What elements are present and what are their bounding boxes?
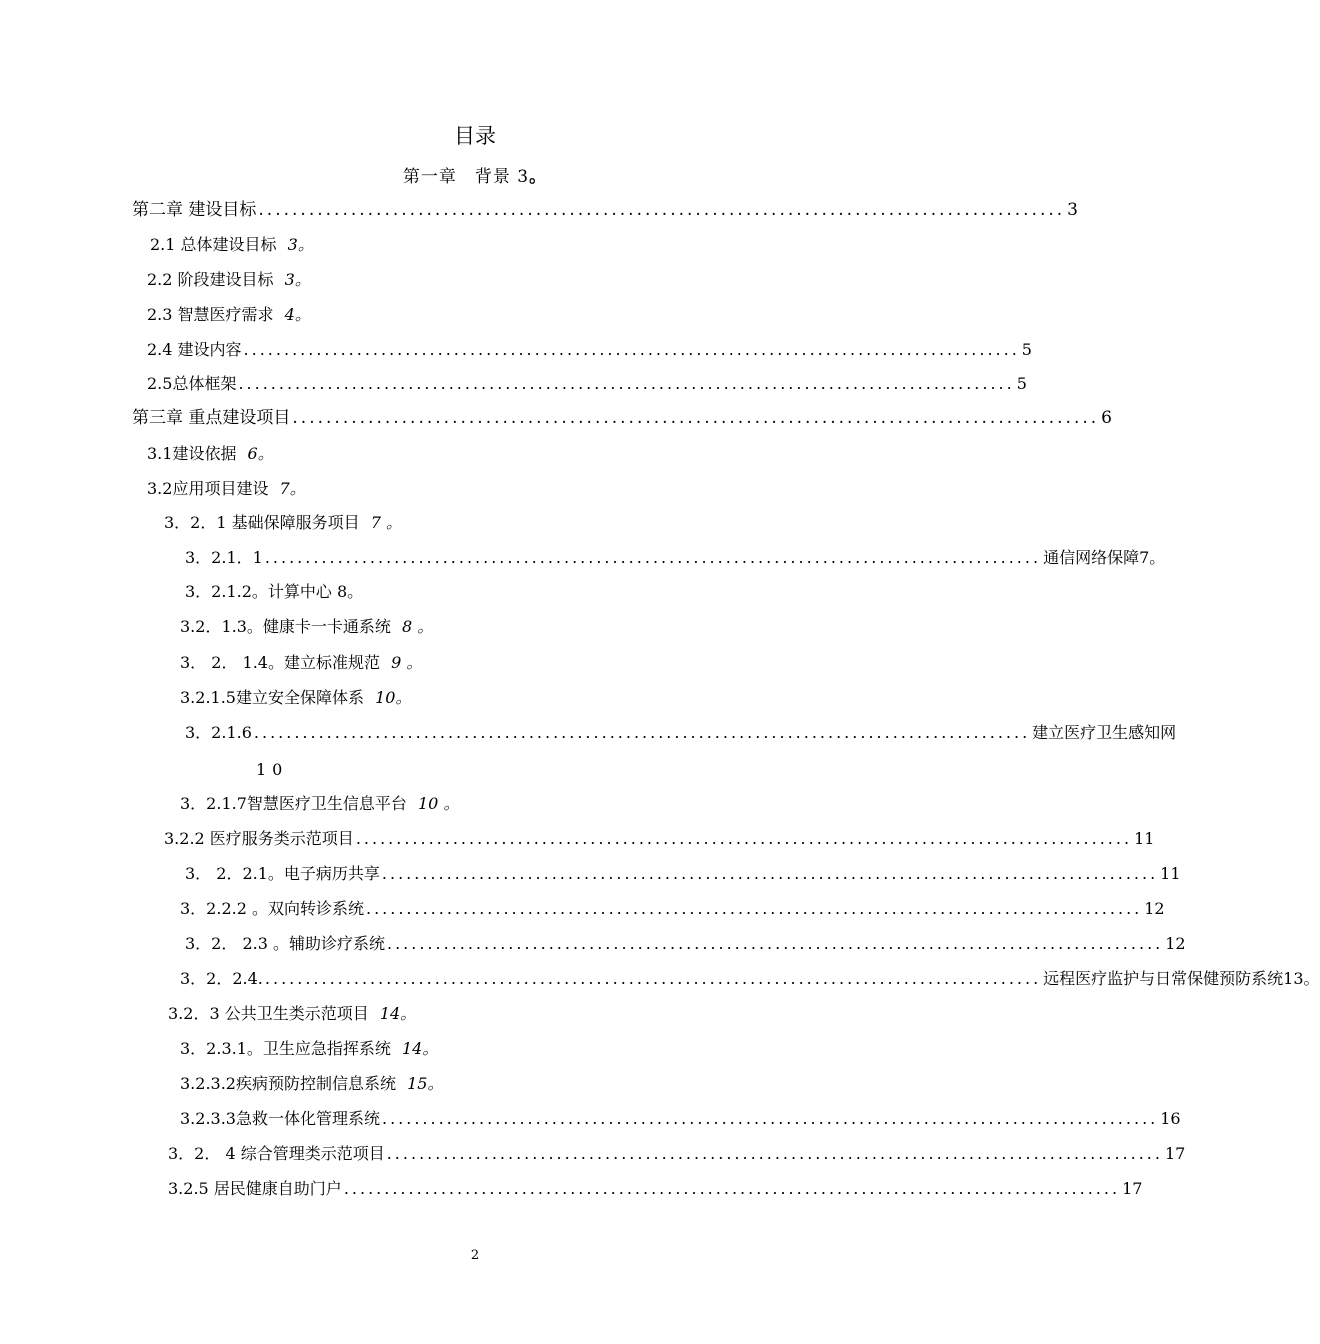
toc-entry-page: 11 [1160, 864, 1181, 883]
toc-entry-label: 2.3 智慧医疗需求 [147, 305, 274, 324]
toc-entry[interactable] [147, 441, 274, 467]
toc-entry[interactable] [185, 579, 363, 605]
toc-entry-label: 2.2 阶段建设目标 [147, 270, 274, 289]
toc-entry-page: 14。 [402, 1039, 439, 1058]
toc-dot-leader: ................................................................................................ [386, 1144, 1163, 1163]
toc-entry-label: 3．2.1.2。计算中心 8。 [185, 582, 364, 601]
toc-entry-page: 11 [1134, 829, 1155, 848]
toc-entry-page: 10。 [375, 688, 412, 707]
toc-entry-continuation [256, 757, 288, 783]
toc-entry[interactable] [180, 685, 411, 711]
toc-entry-label: 3． 2．2.1。电子病历共享 [185, 864, 380, 883]
toc-entry-label: 第三章 重点建设项目 [132, 408, 291, 428]
toc-dot-leader: ................................................................................................ [355, 829, 1133, 848]
toc-entry-label: 第二章 建设目标 [132, 200, 257, 220]
toc-dot-leader: ................................................................................................ [343, 1179, 1121, 1198]
toc-entry-label: 3．2.3.1。卫生应急指挥系统 [180, 1039, 391, 1058]
toc-entry-label: 3.1建设依据 [147, 444, 237, 463]
toc-entry-page: 10 [256, 760, 289, 779]
toc-entry-page: 4。 [284, 305, 311, 324]
toc-entry-page: 7 。 [370, 513, 403, 532]
toc-entry-label: 3．2． 4 综合管理类示范项目 [168, 1144, 385, 1163]
toc-dot-leader: ................................................................................................ [381, 1109, 1159, 1128]
toc-entry-label: 3．2.1.7智慧医疗卫生信息平台 [180, 794, 407, 813]
toc-chapter-1-label: 第一章 背景 3 [402, 167, 530, 187]
toc-entry[interactable] [147, 302, 311, 328]
toc-entry-page: 3。 [284, 270, 311, 289]
toc-entry-label: 3.2应用项目建设 [147, 479, 269, 498]
toc-entry[interactable] [147, 476, 306, 502]
page-number: 2 [470, 1248, 480, 1263]
toc-entry-page: 3 [1067, 200, 1078, 220]
page-title: 目录 [454, 124, 496, 148]
toc-dot-leader: ................................................................................................ [264, 969, 1042, 988]
toc-entry-page: 5 [1021, 340, 1032, 359]
toc-entry-label: 3．2.1.6 [185, 723, 252, 742]
toc-entry[interactable] [168, 1176, 1143, 1202]
toc-entry-page: 5 [1016, 374, 1027, 393]
toc-entry[interactable] [180, 1036, 438, 1062]
toc-entry-label: 3．2.1．1 [185, 548, 263, 567]
toc-dot-leader: ................................................................................................ [365, 899, 1143, 918]
toc-entry-page: 7。 [279, 479, 306, 498]
toc-entry-page: 3。 [287, 235, 314, 254]
toc-entry-label: 2.4 建设内容 [147, 340, 242, 359]
toc-entry[interactable] [180, 1071, 443, 1097]
toc-entry[interactable] [168, 1001, 416, 1027]
toc-entry-page: 17 [1122, 1179, 1143, 1198]
toc-dot-leader: ................................................................................................ [243, 340, 1020, 359]
toc-entry[interactable] [132, 405, 1112, 431]
toc-entry-label: 3．2．1 基础保障服务项目 [164, 513, 360, 532]
toc-entry[interactable] [180, 614, 433, 640]
toc-dot-leader: ................................................................................................ [386, 934, 1164, 953]
toc-entry[interactable] [147, 267, 311, 293]
toc-entry-label: 3.2．3 公共卫生类示范项目 [168, 1004, 369, 1023]
toc-dot-leader: ................................................................................................ [253, 723, 1031, 742]
toc-entry-label: 3．2． 2.3 。辅助诊疗系统 [185, 934, 385, 953]
toc-entry-label: 3.2.3.3急救一体化管理系统 [180, 1109, 380, 1128]
toc-dot-leader: ................................................................................................ [238, 374, 1015, 393]
toc-entry-page: 远程医疗监护与日常保健预防系统13。 [1043, 969, 1320, 988]
toc-entry[interactable] [147, 371, 1027, 397]
toc-entry-page: 6 [1101, 408, 1112, 428]
toc-entry[interactable] [147, 337, 1032, 363]
toc-entry-page: 12 [1165, 934, 1186, 953]
toc-dot-leader: ................................................................................................ [381, 864, 1159, 883]
toc-chapter-1-mark: 。 [529, 167, 548, 187]
toc-entry[interactable] [164, 510, 402, 536]
toc-entry[interactable] [185, 545, 1166, 571]
toc-entry-page: 通信网络保障7。 [1043, 548, 1166, 567]
toc-entry-label: 3.2.5 居民健康自助门户 [168, 1179, 342, 1198]
toc-entry[interactable] [180, 650, 422, 676]
toc-entry-page: 16 [1160, 1109, 1181, 1128]
toc-dot-leader: ................................................................................................ [258, 200, 1066, 220]
toc-entry-label: 3．2.2.2 。双向转诊系统 [180, 899, 364, 918]
toc-dot-leader: ................................................................................................ [292, 408, 1100, 428]
toc-entry[interactable] [185, 861, 1181, 887]
toc-entry-label: 2.1 总体建设目标 [150, 235, 277, 254]
toc-entry-label: 3.2.3.2疾病预防控制信息系统 [180, 1074, 396, 1093]
toc-entry-page: 17 [1164, 1144, 1186, 1163]
toc-entry[interactable] [180, 1106, 1181, 1132]
toc-entry[interactable] [185, 720, 1177, 746]
toc-entry-label: 2.5总体框架 [147, 374, 237, 393]
toc-entry-page: 15。 [407, 1074, 444, 1093]
toc-dot-leader: ................................................................................................ [264, 548, 1042, 567]
toc-entry-page: 10 。 [418, 794, 460, 813]
toc-entry-page: 6。 [247, 444, 274, 463]
toc-entry[interactable] [150, 232, 314, 258]
toc-entry[interactable] [168, 1141, 1186, 1167]
toc-entry-page: 9 。 [391, 653, 423, 672]
toc-entry-page: 14。 [379, 1004, 417, 1023]
toc-entry-page: 建立医疗卫生感知网 [1032, 723, 1177, 742]
toc-entry-label: 3.2．1.3。健康卡一卡通系统 [180, 617, 391, 636]
toc-entry[interactable] [132, 197, 1078, 223]
toc-entry[interactable] [185, 931, 1186, 957]
toc-chapter-1 [0, 162, 950, 187]
toc-entry-label: 3．2．2.4. [180, 969, 263, 988]
toc-entry[interactable] [180, 966, 1320, 992]
toc-entry-label: 3.2.2 医疗服务类示范项目 [164, 829, 354, 848]
toc-entry[interactable] [180, 896, 1165, 922]
toc-entry[interactable] [164, 826, 1155, 852]
toc-entry-page: 12 [1144, 899, 1165, 918]
toc-entry-page: 8 。 [402, 617, 434, 636]
toc-entry-label: 3.2.1.5建立安全保障体系 [180, 688, 364, 707]
toc-entry[interactable] [180, 791, 459, 817]
toc-entry-label: 3． 2． 1.4。建立标准规范 [180, 653, 380, 672]
